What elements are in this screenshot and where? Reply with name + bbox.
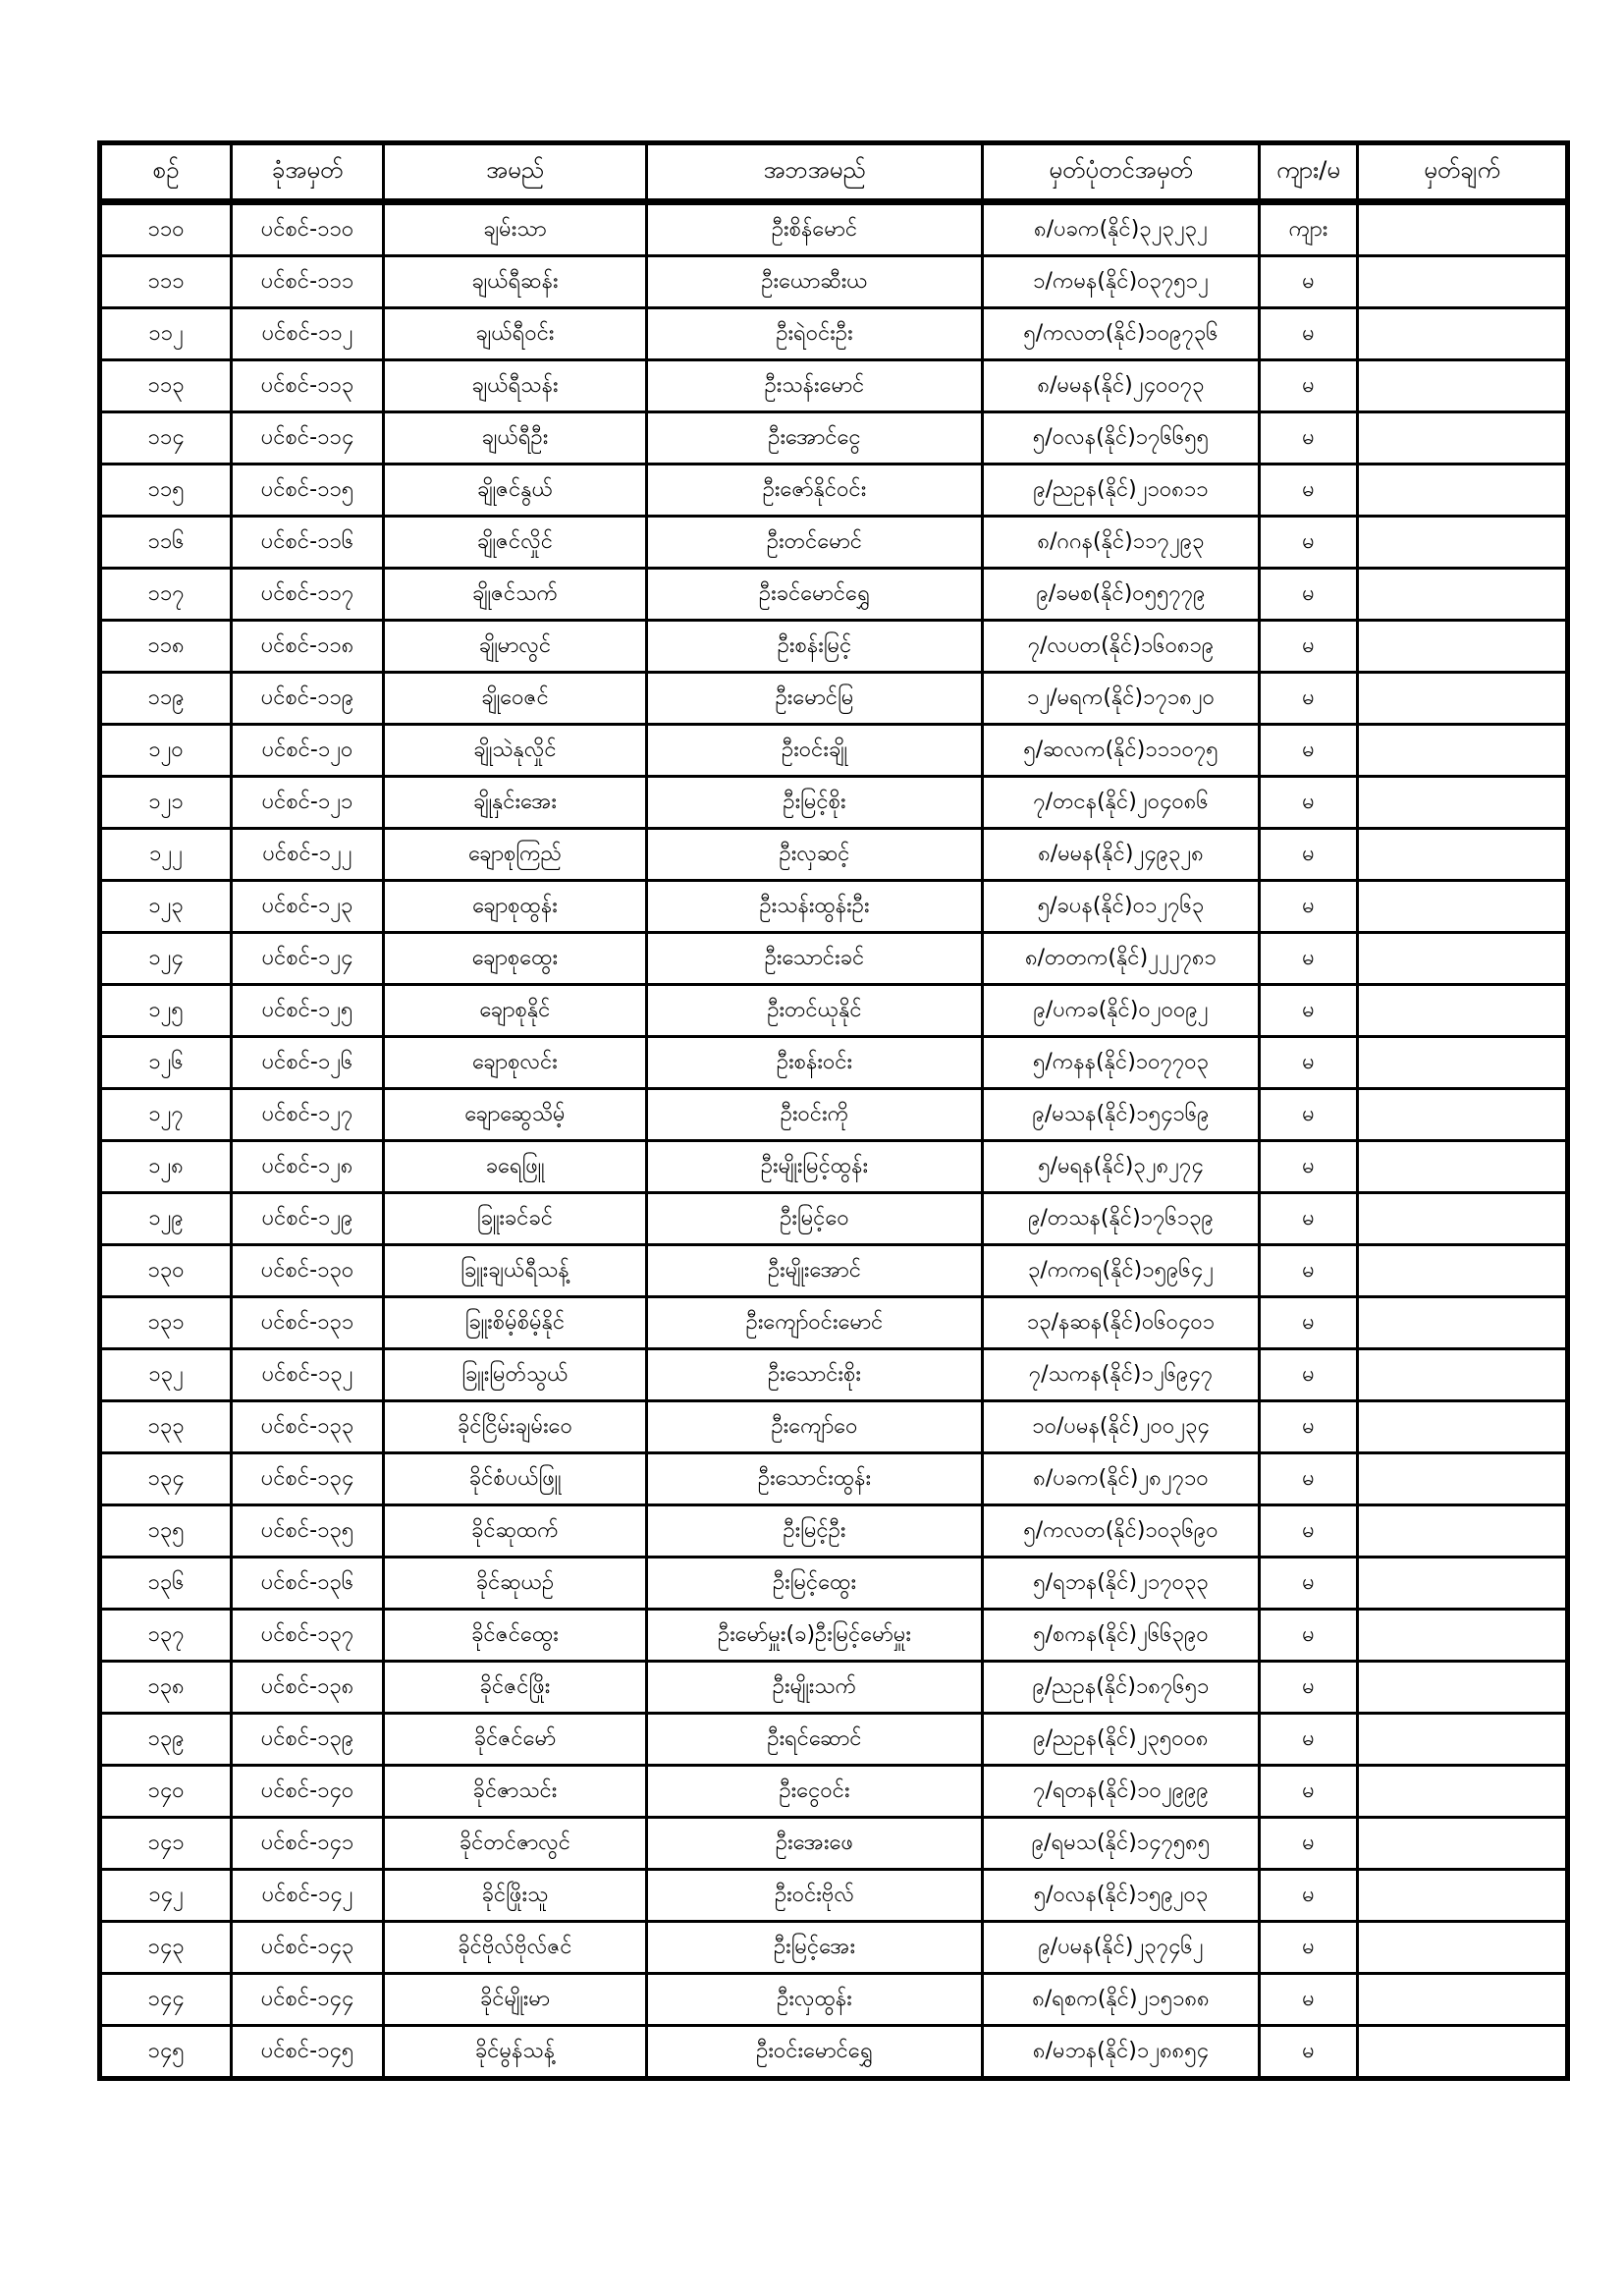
table-row	[100, 1349, 1568, 1401]
cell-gender: မ	[1260, 1297, 1358, 1349]
cell-serial: ၁၂၃	[100, 881, 232, 933]
cell-father-name: ဦးစန်းမြင့်	[647, 621, 983, 673]
cell-name: ခြူးစိမ့်စိမ့်နိုင်	[384, 1297, 647, 1349]
cell-gender: မ	[1260, 1922, 1358, 1974]
cell-nrc-number: ၈/ပခက(နိုင်)၂၈၂၇၁၀	[983, 1453, 1260, 1505]
cell-remarks	[1358, 256, 1568, 308]
header-nrc-number: မှတ်ပုံတင်အမှတ်	[983, 143, 1260, 202]
cell-gender: မ	[1260, 673, 1358, 725]
cell-seat-number: ပင်စင်-၁၄၂	[232, 1870, 384, 1922]
cell-father-name: ဦးဝင်းချို	[647, 725, 983, 777]
cell-serial: ၁၄၂	[100, 1870, 232, 1922]
cell-father-name: ဦးတင်မောင်	[647, 517, 983, 569]
cell-gender: မ	[1260, 360, 1358, 412]
cell-nrc-number: ၈/မမန(နိုင်)၂၄၀၀၇၃	[983, 360, 1260, 412]
cell-nrc-number: ၅/ဝလန(နိုင်)၁၅၉၂၀၃	[983, 1870, 1260, 1922]
cell-seat-number: ပင်စင်-၁၃၉	[232, 1714, 384, 1766]
cell-gender: မ	[1260, 1610, 1358, 1662]
cell-father-name: ဦးမြင့်ထွေး	[647, 1558, 983, 1610]
cell-name: ချိုဇင်သက်	[384, 569, 647, 621]
cell-nrc-number: ၈/ပခက(နိုင်)၃၂၃၂၃၂	[983, 202, 1260, 256]
cell-serial: ၁၂၆	[100, 1037, 232, 1089]
cell-name: ခိုင်ဖြိုးသူ	[384, 1870, 647, 1922]
cell-serial: ၁၃၅	[100, 1505, 232, 1558]
cell-nrc-number: ၅/မရန(နိုင်)၃၂၈၂၇၄	[983, 1141, 1260, 1193]
cell-remarks	[1358, 1922, 1568, 1974]
cell-remarks	[1358, 725, 1568, 777]
cell-seat-number: ပင်စင်-၁၃၀	[232, 1245, 384, 1297]
cell-name: ခိုင်ဗိုလ်ဗိုလ်ဇင်	[384, 1922, 647, 1974]
cell-serial: ၁၃၃	[100, 1401, 232, 1453]
cell-nrc-number: ၅/ကလတ(နိုင်)၁၀၃၆၉၀	[983, 1505, 1260, 1558]
cell-remarks	[1358, 777, 1568, 829]
cell-serial: ၁၂၉	[100, 1193, 232, 1245]
cell-remarks	[1358, 829, 1568, 881]
cell-father-name: ဦးမျိုးမြင့်ထွန်း	[647, 1141, 983, 1193]
cell-serial: ၁၄၅	[100, 2026, 232, 2079]
cell-name: ချယ်ရီသန်း	[384, 360, 647, 412]
cell-name: ခိုင်ဇင်မော်	[384, 1714, 647, 1766]
cell-seat-number: ပင်စင်-၁၃၂	[232, 1349, 384, 1401]
cell-name: ချောစုလင်း	[384, 1037, 647, 1089]
cell-remarks	[1358, 1714, 1568, 1766]
cell-name: ချောစုနိုင်	[384, 985, 647, 1037]
cell-gender: မ	[1260, 725, 1358, 777]
cell-name: ခိုင်မွန်သန့်	[384, 2026, 647, 2079]
cell-remarks	[1358, 621, 1568, 673]
cell-name: ချယ်ရီဦး	[384, 412, 647, 465]
cell-name: ချယ်ရီဆန်း	[384, 256, 647, 308]
table-row	[100, 1558, 1568, 1610]
cell-nrc-number: ၁၀/ပမန(နိုင်)၂၀၀၂၃၄	[983, 1401, 1260, 1453]
cell-nrc-number: ၉/မသန(နိုင်)၁၅၄၁၆၉	[983, 1089, 1260, 1141]
cell-gender: မ	[1260, 1141, 1358, 1193]
cell-father-name: ဦးဝင်းကို	[647, 1089, 983, 1141]
cell-serial: ၁၂၁	[100, 777, 232, 829]
cell-seat-number: ပင်စင်-၁၃၆	[232, 1558, 384, 1610]
cell-father-name: ဦးကျော်ဝေ	[647, 1401, 983, 1453]
cell-gender: မ	[1260, 1662, 1358, 1714]
cell-gender: မ	[1260, 517, 1358, 569]
cell-nrc-number: ၈/ရစက(နိုင်)၂၁၅၁၈၈	[983, 1974, 1260, 2026]
cell-remarks	[1358, 985, 1568, 1037]
cell-remarks	[1358, 569, 1568, 621]
cell-seat-number: ပင်စင်-၁၂၅	[232, 985, 384, 1037]
cell-serial: ၁၁၆	[100, 517, 232, 569]
cell-gender: မ	[1260, 1401, 1358, 1453]
cell-seat-number: ပင်စင်-၁၁၇	[232, 569, 384, 621]
cell-father-name: ဦးအေးဖေ	[647, 1818, 983, 1870]
cell-remarks	[1358, 1349, 1568, 1401]
table-row	[100, 1662, 1568, 1714]
header-row	[100, 143, 1568, 202]
cell-gender: မ	[1260, 1349, 1358, 1401]
cell-serial: ၁၁၅	[100, 465, 232, 517]
cell-gender: မ	[1260, 1558, 1358, 1610]
cell-father-name: ဦးမြင့်ဝေ	[647, 1193, 983, 1245]
cell-gender: မ	[1260, 1766, 1358, 1818]
cell-gender: မ	[1260, 621, 1358, 673]
cell-serial: ၁၁၁	[100, 256, 232, 308]
cell-nrc-number: ၈/တတက(နိုင်)၂၂၂၇၈၁	[983, 933, 1260, 985]
cell-gender: မ	[1260, 881, 1358, 933]
cell-nrc-number: ၉/တသန(နိုင်)၁၇၆၁၃၉	[983, 1193, 1260, 1245]
cell-nrc-number: ၁၂/မရက(နိုင်)၁၇၁၈၂၀	[983, 673, 1260, 725]
table-row	[100, 517, 1568, 569]
table-row	[100, 1922, 1568, 1974]
cell-serial: ၁၃၉	[100, 1714, 232, 1766]
cell-seat-number: ပင်စင်-၁၂၂	[232, 829, 384, 881]
cell-name: ချောစုကြည်	[384, 829, 647, 881]
cell-father-name: ဦးသောင်းခင်	[647, 933, 983, 985]
cell-name: ချိုမာလွင်	[384, 621, 647, 673]
cell-gender: မ	[1260, 465, 1358, 517]
table-row	[100, 777, 1568, 829]
table-row	[100, 1974, 1568, 2026]
cell-remarks	[1358, 202, 1568, 256]
cell-father-name: ဦးသန်းမောင်	[647, 360, 983, 412]
cell-serial: ၁၃၄	[100, 1453, 232, 1505]
cell-seat-number: ပင်စင်-၁၄၄	[232, 1974, 384, 2026]
header-name: အမည်	[384, 143, 647, 202]
cell-name: ခရေဖြူ	[384, 1141, 647, 1193]
cell-remarks	[1358, 1662, 1568, 1714]
cell-father-name: ဦးလှဆင့်	[647, 829, 983, 881]
cell-serial: ၁၃၇	[100, 1610, 232, 1662]
cell-serial: ၁၂၀	[100, 725, 232, 777]
cell-name: ချယ်ရီဝင်း	[384, 308, 647, 360]
cell-serial: ၁၁၃	[100, 360, 232, 412]
cell-remarks	[1358, 1870, 1568, 1922]
cell-serial: ၁၂၂	[100, 829, 232, 881]
cell-nrc-number: ၁၃/နဆန(နိုင်)၀၆၀၄၀၁	[983, 1297, 1260, 1349]
cell-father-name: ဦးသန်းထွန်းဦး	[647, 881, 983, 933]
cell-seat-number: ပင်စင်-၁၁၃	[232, 360, 384, 412]
cell-father-name: ဦးသောင်းစိုး	[647, 1349, 983, 1401]
cell-seat-number: ပင်စင်-၁၁၁	[232, 256, 384, 308]
cell-nrc-number: ၇/တငန(နိုင်)၂၀၄၀၈၆	[983, 777, 1260, 829]
cell-gender: မ	[1260, 933, 1358, 985]
table-row	[100, 1505, 1568, 1558]
cell-remarks	[1358, 2026, 1568, 2079]
table-row	[100, 725, 1568, 777]
cell-serial: ၁၁၂	[100, 308, 232, 360]
cell-seat-number: ပင်စင်-၁၃၅	[232, 1505, 384, 1558]
cell-name: ချောဆွေသိမ့်	[384, 1089, 647, 1141]
cell-gender: မ	[1260, 1974, 1358, 2026]
table-row	[100, 1089, 1568, 1141]
cell-father-name: ဦးမြင့်ဦး	[647, 1505, 983, 1558]
cell-serial: ၁၄၁	[100, 1818, 232, 1870]
header-remarks: မှတ်ချက်	[1358, 143, 1568, 202]
cell-serial: ၁၃၂	[100, 1349, 232, 1401]
cell-seat-number: ပင်စင်-၁၄၅	[232, 2026, 384, 2079]
roster-body	[100, 202, 1568, 2079]
cell-seat-number: ပင်စင်-၁၁၉	[232, 673, 384, 725]
cell-serial: ၁၃၆	[100, 1558, 232, 1610]
cell-father-name: ဦးခင်မောင်ရွှေ	[647, 569, 983, 621]
cell-nrc-number: ၉/ညဥန(နိုင်)၂၁၀၈၁၁	[983, 465, 1260, 517]
cell-father-name: ဦးဇော်နိုင်ဝင်း	[647, 465, 983, 517]
cell-serial: ၁၄၀	[100, 1766, 232, 1818]
cell-father-name: ဦးရဲဝင်းဦး	[647, 308, 983, 360]
cell-seat-number: ပင်စင်-၁၄၀	[232, 1766, 384, 1818]
cell-father-name: ဦးလှထွန်း	[647, 1974, 983, 2026]
cell-nrc-number: ၉/ညဥန(နိုင်)၂၃၅၀၀၈	[983, 1714, 1260, 1766]
cell-gender: မ	[1260, 1193, 1358, 1245]
cell-nrc-number: ၅/ရဘန(နိုင်)၂၁၇၀၃၃	[983, 1558, 1260, 1610]
table-row	[100, 933, 1568, 985]
cell-father-name: ဦးမျိုးအောင်	[647, 1245, 983, 1297]
cell-seat-number: ပင်စင်-၁၄၁	[232, 1818, 384, 1870]
cell-name: ချောစုထွန်း	[384, 881, 647, 933]
cell-seat-number: ပင်စင်-၁၂၈	[232, 1141, 384, 1193]
cell-seat-number: ပင်စင်-၁၂၆	[232, 1037, 384, 1089]
table-row	[100, 2026, 1568, 2079]
cell-nrc-number: ၅/ကလတ(နိုင်)၁၀၉၇၃၆	[983, 308, 1260, 360]
cell-remarks	[1358, 1453, 1568, 1505]
cell-seat-number: ပင်စင်-၁၁၈	[232, 621, 384, 673]
cell-father-name: ဦးမောင်မြ	[647, 673, 983, 725]
cell-name: ခိုင်ဇာသင်း	[384, 1766, 647, 1818]
cell-nrc-number: ၃/ကကရ(နိုင်)၁၅၉၆၄၂	[983, 1245, 1260, 1297]
cell-nrc-number: ၉/ခမစ(နိုင်)၀၅၅၇၇၉	[983, 569, 1260, 621]
cell-serial: ၁၁၈	[100, 621, 232, 673]
table-row	[100, 1037, 1568, 1089]
cell-father-name: ဦးသောင်းထွန်း	[647, 1453, 983, 1505]
cell-gender: ကျား	[1260, 202, 1358, 256]
cell-remarks	[1358, 517, 1568, 569]
cell-remarks	[1358, 1141, 1568, 1193]
table-row	[100, 465, 1568, 517]
cell-father-name: ဦးတင်ယုနိုင်	[647, 985, 983, 1037]
table-row	[100, 1245, 1568, 1297]
cell-nrc-number: ၈/မဘန(နိုင်)၁၂၈၈၅၄	[983, 2026, 1260, 2079]
cell-remarks	[1358, 360, 1568, 412]
header-gender: ကျား/မ	[1260, 143, 1358, 202]
cell-remarks	[1358, 1974, 1568, 2026]
cell-serial: ၁၄၃	[100, 1922, 232, 1974]
cell-seat-number: ပင်စင်-၁၃၃	[232, 1401, 384, 1453]
cell-name: ခိုင်ငြိမ်းချမ်းဝေ	[384, 1401, 647, 1453]
cell-serial: ၁၂၇	[100, 1089, 232, 1141]
cell-remarks	[1358, 1193, 1568, 1245]
cell-seat-number: ပင်စင်-၁၂၁	[232, 777, 384, 829]
table-row	[100, 256, 1568, 308]
cell-gender: မ	[1260, 1453, 1358, 1505]
cell-remarks	[1358, 465, 1568, 517]
cell-nrc-number: ၈/မမန(နိုင်)၂၄၉၃၂၈	[983, 829, 1260, 881]
cell-name: ချိုဇင်နွယ်	[384, 465, 647, 517]
cell-father-name: ဦးမျိုးသက်	[647, 1662, 983, 1714]
cell-gender: မ	[1260, 412, 1358, 465]
cell-remarks	[1358, 1766, 1568, 1818]
cell-nrc-number: ၇/လပတ(နိုင်)၁၆၀၈၁၉	[983, 621, 1260, 673]
cell-gender: မ	[1260, 1245, 1358, 1297]
cell-nrc-number: ၉/ညဥန(နိုင်)၁၈၇၆၅၁	[983, 1662, 1260, 1714]
table-row	[100, 569, 1568, 621]
cell-father-name: ဦးစိန်မောင်	[647, 202, 983, 256]
cell-remarks	[1358, 308, 1568, 360]
cell-gender: မ	[1260, 985, 1358, 1037]
cell-gender: မ	[1260, 1818, 1358, 1870]
cell-seat-number: ပင်စင်-၁၂၇	[232, 1089, 384, 1141]
cell-gender: မ	[1260, 308, 1358, 360]
cell-name: ခိုင်တင်ဇာလွင်	[384, 1818, 647, 1870]
cell-father-name: ဦးဝင်းဗိုလ်	[647, 1870, 983, 1922]
cell-name: ခိုင်ဇင်ဖြိုး	[384, 1662, 647, 1714]
cell-gender: မ	[1260, 1505, 1358, 1558]
cell-father-name: ဦးမြင့်စိုး	[647, 777, 983, 829]
cell-seat-number: ပင်စင်-၁၃၈	[232, 1662, 384, 1714]
cell-gender: မ	[1260, 777, 1358, 829]
cell-gender: မ	[1260, 1714, 1358, 1766]
cell-serial: ၁၁၄	[100, 412, 232, 465]
cell-name: ချိုဝေဇင်	[384, 673, 647, 725]
cell-name: ခိုင်ဆုထက်	[384, 1505, 647, 1558]
cell-seat-number: ပင်စင်-၁၃၄	[232, 1453, 384, 1505]
cell-name: ခိုင်ဆုယဉ်	[384, 1558, 647, 1610]
cell-serial: ၁၂၅	[100, 985, 232, 1037]
cell-remarks	[1358, 673, 1568, 725]
cell-nrc-number: ၇/သကန(နိုင်)၁၂၆၉၄၇	[983, 1349, 1260, 1401]
cell-serial: ၁၂၈	[100, 1141, 232, 1193]
cell-remarks	[1358, 881, 1568, 933]
cell-nrc-number: ၅/စကန(နိုင်)၂၆၆၃၉၀	[983, 1610, 1260, 1662]
cell-seat-number: ပင်စင်-၁၁၆	[232, 517, 384, 569]
cell-father-name: ဦးယောဆီးယ	[647, 256, 983, 308]
cell-name: ခြူးမြတ်သွယ်	[384, 1349, 647, 1401]
cell-gender: မ	[1260, 569, 1358, 621]
cell-seat-number: ပင်စင်-၁၃၇	[232, 1610, 384, 1662]
cell-serial: ၁၄၄	[100, 1974, 232, 2026]
table-row	[100, 308, 1568, 360]
table-row	[100, 881, 1568, 933]
cell-seat-number: ပင်စင်-၁၁၂	[232, 308, 384, 360]
cell-serial: ၁၁၇	[100, 569, 232, 621]
cell-remarks	[1358, 1245, 1568, 1297]
cell-gender: မ	[1260, 2026, 1358, 2079]
table-row	[100, 1610, 1568, 1662]
cell-gender: မ	[1260, 1870, 1358, 1922]
cell-serial: ၁၃၀	[100, 1245, 232, 1297]
cell-name: ခိုင်ဇင်ထွေး	[384, 1610, 647, 1662]
cell-father-name: ဦးစန်းဝင်း	[647, 1037, 983, 1089]
table-row	[100, 360, 1568, 412]
table-row	[100, 829, 1568, 881]
cell-father-name: ဦးဝင်းမောင်ရွှေ	[647, 2026, 983, 2079]
cell-name: ချိုဇင်လှိုင်	[384, 517, 647, 569]
cell-serial: ၁၂၄	[100, 933, 232, 985]
roster-table	[97, 140, 1570, 2081]
cell-name: ချမ်းသာ	[384, 202, 647, 256]
cell-name: ခိုင်စံပယ်ဖြူ	[384, 1453, 647, 1505]
header-seat-number: ခုံအမှတ်	[232, 143, 384, 202]
cell-name: ခြူးခင်ခင်	[384, 1193, 647, 1245]
cell-father-name: ဦးကျော်ဝင်းမောင်	[647, 1297, 983, 1349]
table-row	[100, 1818, 1568, 1870]
cell-father-name: ဦးမြင့်အေး	[647, 1922, 983, 1974]
cell-gender: မ	[1260, 1037, 1358, 1089]
cell-seat-number: ပင်စင်-၁၂၃	[232, 881, 384, 933]
table-row	[100, 1297, 1568, 1349]
cell-remarks	[1358, 1558, 1568, 1610]
cell-gender: မ	[1260, 256, 1358, 308]
cell-remarks	[1358, 1818, 1568, 1870]
cell-gender: မ	[1260, 1089, 1358, 1141]
table-row	[100, 1193, 1568, 1245]
cell-remarks	[1358, 1037, 1568, 1089]
cell-father-name: ဦးငွေဝင်း	[647, 1766, 983, 1818]
cell-seat-number: ပင်စင်-၁၃၁	[232, 1297, 384, 1349]
cell-seat-number: ပင်စင်-၁၁၄	[232, 412, 384, 465]
table-row	[100, 1453, 1568, 1505]
cell-serial: ၁၃၈	[100, 1662, 232, 1714]
cell-father-name: ဦးရင်ဆောင်	[647, 1714, 983, 1766]
cell-nrc-number: ၅/ဆလက(နိုင်)၁၁၁၀၇၅	[983, 725, 1260, 777]
cell-father-name: ဦးအောင်ငွေ	[647, 412, 983, 465]
table-row	[100, 621, 1568, 673]
cell-gender: မ	[1260, 829, 1358, 881]
table-row	[100, 1401, 1568, 1453]
cell-nrc-number: ၁/ကမန(နိုင်)၀၃၇၅၁၂	[983, 256, 1260, 308]
cell-nrc-number: ၅/ဝလန(နိုင်)၁၇၆၆၅၅	[983, 412, 1260, 465]
cell-nrc-number: ၅/ကနန(နိုင်)၁၀၇၇၀၃	[983, 1037, 1260, 1089]
cell-serial: ၁၁၀	[100, 202, 232, 256]
cell-name: ခိုင်မျိုးမာ	[384, 1974, 647, 2026]
cell-nrc-number: ၉/ပမန(နိုင်)၂၃၇၄၆၂	[983, 1922, 1260, 1974]
cell-nrc-number: ၉/ပကခ(နိုင်)၀၂၀၀၉၂	[983, 985, 1260, 1037]
header-serial: စဉ်	[100, 143, 232, 202]
table-row	[100, 412, 1568, 465]
cell-seat-number: ပင်စင်-၁၁၅	[232, 465, 384, 517]
cell-name: ချိုသဲနုလှိုင်	[384, 725, 647, 777]
cell-seat-number: ပင်စင်-၁၂၀	[232, 725, 384, 777]
cell-nrc-number: ၉/ရမသ(နိုင်)၁၄၇၅၈၅	[983, 1818, 1260, 1870]
cell-remarks	[1358, 1610, 1568, 1662]
cell-name: ခြူးချယ်ရီသန့်	[384, 1245, 647, 1297]
cell-seat-number: ပင်စင်-၁၂၉	[232, 1193, 384, 1245]
cell-seat-number: ပင်စင်-၁၄၃	[232, 1922, 384, 1974]
table-row	[100, 985, 1568, 1037]
cell-remarks	[1358, 1401, 1568, 1453]
cell-serial: ၁၁၉	[100, 673, 232, 725]
table-row	[100, 1141, 1568, 1193]
cell-remarks	[1358, 412, 1568, 465]
cell-seat-number: ပင်စင်-၁၂၄	[232, 933, 384, 985]
table-row	[100, 1766, 1568, 1818]
cell-remarks	[1358, 1505, 1568, 1558]
cell-name: ချိုနှင်းအေး	[384, 777, 647, 829]
cell-name: ချောစုထွေး	[384, 933, 647, 985]
cell-nrc-number: ၇/ရတန(နိုင်)၁၀၂၉၉၉	[983, 1766, 1260, 1818]
cell-nrc-number: ၈/ဂဂန(နိုင်)၁၁၇၂၉၃	[983, 517, 1260, 569]
header-father-name: အဘအမည်	[647, 143, 983, 202]
cell-remarks	[1358, 1297, 1568, 1349]
cell-remarks	[1358, 933, 1568, 985]
table-row	[100, 1870, 1568, 1922]
table-row	[100, 673, 1568, 725]
cell-nrc-number: ၅/ခပန(နိုင်)၀၁၂၇၆၃	[983, 881, 1260, 933]
cell-remarks	[1358, 1089, 1568, 1141]
cell-seat-number: ပင်စင်-၁၁၀	[232, 202, 384, 256]
cell-serial: ၁၃၁	[100, 1297, 232, 1349]
table-row	[100, 1714, 1568, 1766]
cell-father-name: ဦးမော်မှူး(ခ)ဦးမြင့်မော်မှူး	[647, 1610, 983, 1662]
table-row	[100, 202, 1568, 256]
